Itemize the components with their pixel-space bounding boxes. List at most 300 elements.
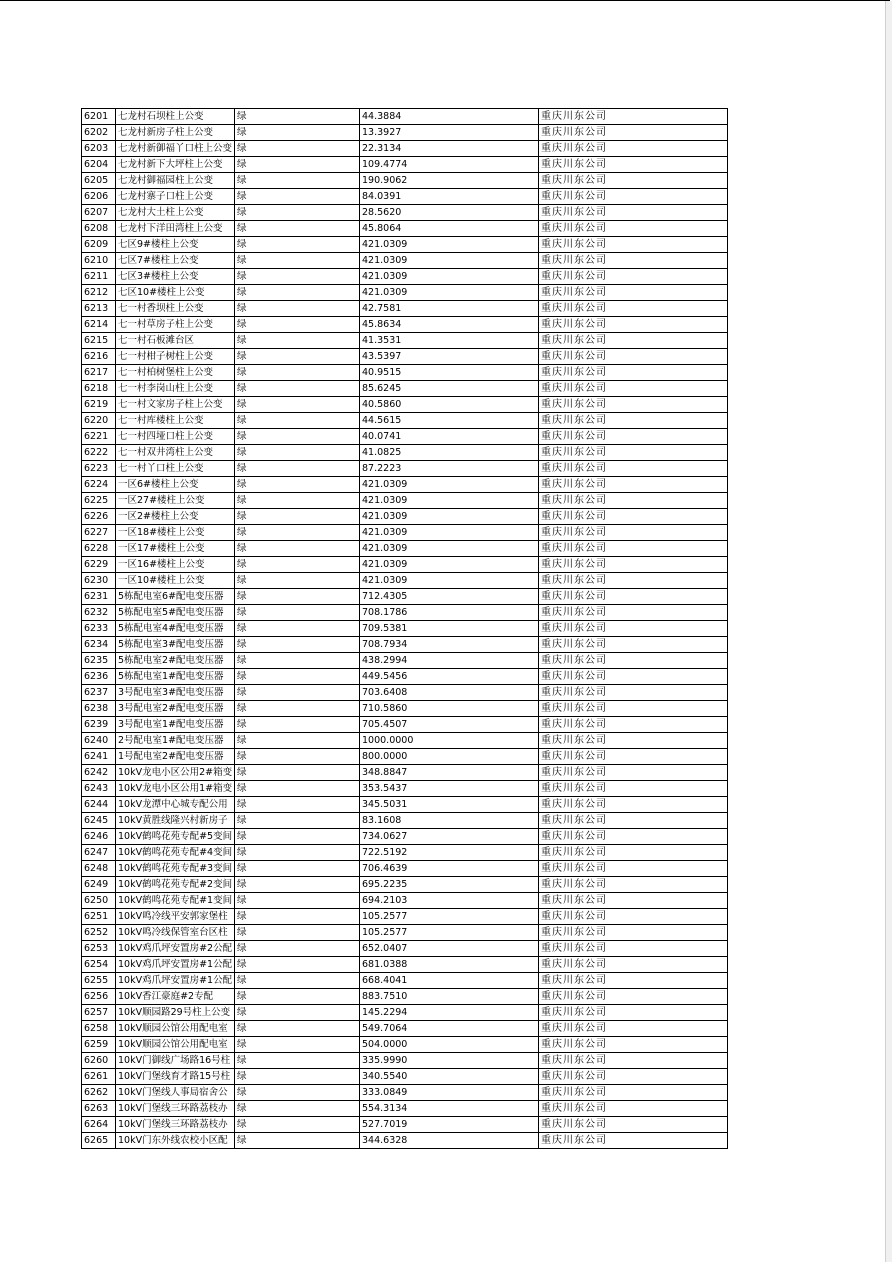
row-name-cell: 10kV顺园公馆公用配电室 bbox=[116, 1037, 235, 1053]
row-status-cell: 绿 bbox=[235, 349, 360, 365]
row-id-cell: 6240 bbox=[82, 733, 116, 749]
table-row bbox=[82, 253, 728, 269]
row-name-cell: 10kV鸡爪坪安置房#1公配 bbox=[116, 973, 235, 989]
table-row bbox=[82, 845, 728, 861]
row-company-cell: 重庆川东公司 bbox=[539, 253, 728, 269]
row-status-cell: 绿 bbox=[235, 413, 360, 429]
row-value-cell: 421.0309 bbox=[360, 557, 539, 573]
row-status-cell: 绿 bbox=[235, 589, 360, 605]
table-row bbox=[82, 493, 728, 509]
table-row bbox=[82, 781, 728, 797]
table-row bbox=[82, 1117, 728, 1133]
row-value-cell: 345.5031 bbox=[360, 797, 539, 813]
row-company-cell: 重庆川东公司 bbox=[539, 157, 728, 173]
row-value-cell: 421.0309 bbox=[360, 573, 539, 589]
row-value-cell: 84.0391 bbox=[360, 189, 539, 205]
table-row bbox=[82, 381, 728, 397]
row-id-cell: 6262 bbox=[82, 1085, 116, 1101]
page-top-border bbox=[0, 0, 890, 1]
row-value-cell: 504.0000 bbox=[360, 1037, 539, 1053]
table-row bbox=[82, 765, 728, 781]
row-value-cell: 695.2235 bbox=[360, 877, 539, 893]
row-name-cell: 七龙村御福园柱上公变 bbox=[116, 173, 235, 189]
row-status-cell: 绿 bbox=[235, 461, 360, 477]
table-row bbox=[82, 909, 728, 925]
row-value-cell: 708.7934 bbox=[360, 637, 539, 653]
row-value-cell: 145.2294 bbox=[360, 1005, 539, 1021]
row-value-cell: 703.6408 bbox=[360, 685, 539, 701]
row-company-cell: 重庆川东公司 bbox=[539, 381, 728, 397]
row-company-cell: 重庆川东公司 bbox=[539, 749, 728, 765]
row-status-cell: 绿 bbox=[235, 701, 360, 717]
row-name-cell: 七一村丫口柱上公变 bbox=[116, 461, 235, 477]
row-status-cell: 绿 bbox=[235, 781, 360, 797]
row-status-cell: 绿 bbox=[235, 909, 360, 925]
row-status-cell: 绿 bbox=[235, 1133, 360, 1149]
row-id-cell: 6237 bbox=[82, 685, 116, 701]
row-id-cell: 6223 bbox=[82, 461, 116, 477]
row-status-cell: 绿 bbox=[235, 285, 360, 301]
row-status-cell: 绿 bbox=[235, 573, 360, 589]
row-status-cell: 绿 bbox=[235, 317, 360, 333]
row-status-cell: 绿 bbox=[235, 381, 360, 397]
row-name-cell: 5栋配电室4#配电变压器 bbox=[116, 621, 235, 637]
row-company-cell: 重庆川东公司 bbox=[539, 829, 728, 845]
row-name-cell: 一区6#楼柱上公变 bbox=[116, 477, 235, 493]
row-name-cell: 5栋配电室5#配电变压器 bbox=[116, 605, 235, 621]
row-company-cell: 重庆川东公司 bbox=[539, 589, 728, 605]
row-name-cell: 七一村石板滩台区 bbox=[116, 333, 235, 349]
row-name-cell: 3号配电室1#配电变压器 bbox=[116, 717, 235, 733]
row-id-cell: 6205 bbox=[82, 173, 116, 189]
table-row bbox=[82, 445, 728, 461]
row-status-cell: 绿 bbox=[235, 237, 360, 253]
row-company-cell: 重庆川东公司 bbox=[539, 1005, 728, 1021]
row-value-cell: 712.4305 bbox=[360, 589, 539, 605]
row-value-cell: 83.1608 bbox=[360, 813, 539, 829]
row-name-cell: 七龙村新御福丫口柱上公变 bbox=[116, 141, 235, 157]
row-name-cell: 10kV鹤鸣花苑专配#5变间 bbox=[116, 829, 235, 845]
row-status-cell: 绿 bbox=[235, 621, 360, 637]
row-company-cell: 重庆川东公司 bbox=[539, 1101, 728, 1117]
row-value-cell: 800.0000 bbox=[360, 749, 539, 765]
row-status-cell: 绿 bbox=[235, 605, 360, 621]
row-value-cell: 694.2103 bbox=[360, 893, 539, 909]
row-value-cell: 45.8634 bbox=[360, 317, 539, 333]
row-id-cell: 6225 bbox=[82, 493, 116, 509]
row-id-cell: 6227 bbox=[82, 525, 116, 541]
row-value-cell: 340.5540 bbox=[360, 1069, 539, 1085]
row-status-cell: 绿 bbox=[235, 493, 360, 509]
row-status-cell: 绿 bbox=[235, 1101, 360, 1117]
table-row bbox=[82, 509, 728, 525]
row-name-cell: 七区10#楼柱上公变 bbox=[116, 285, 235, 301]
row-company-cell: 重庆川东公司 bbox=[539, 429, 728, 445]
row-value-cell: 22.3134 bbox=[360, 141, 539, 157]
row-value-cell: 710.5860 bbox=[360, 701, 539, 717]
row-name-cell: 10kV门御线广场路16号柱 bbox=[116, 1053, 235, 1069]
row-name-cell: 七区3#楼柱上公变 bbox=[116, 269, 235, 285]
row-id-cell: 6220 bbox=[82, 413, 116, 429]
table-row bbox=[82, 1133, 728, 1149]
row-company-cell: 重庆川东公司 bbox=[539, 365, 728, 381]
row-value-cell: 40.9515 bbox=[360, 365, 539, 381]
table-row bbox=[82, 125, 728, 141]
table-row bbox=[82, 941, 728, 957]
row-name-cell: 10kV香江豪庭#2专配 bbox=[116, 989, 235, 1005]
row-value-cell: 105.2577 bbox=[360, 909, 539, 925]
table-row bbox=[82, 333, 728, 349]
row-name-cell: 七一村文家房子柱上公变 bbox=[116, 397, 235, 413]
row-id-cell: 6232 bbox=[82, 605, 116, 621]
row-value-cell: 13.3927 bbox=[360, 125, 539, 141]
row-id-cell: 6265 bbox=[82, 1133, 116, 1149]
table-row bbox=[82, 141, 728, 157]
row-id-cell: 6234 bbox=[82, 637, 116, 653]
table-row bbox=[82, 413, 728, 429]
row-value-cell: 722.5192 bbox=[360, 845, 539, 861]
row-status-cell: 绿 bbox=[235, 669, 360, 685]
row-name-cell: 七一村草房子柱上公变 bbox=[116, 317, 235, 333]
row-value-cell: 421.0309 bbox=[360, 541, 539, 557]
row-company-cell: 重庆川东公司 bbox=[539, 925, 728, 941]
row-name-cell: 七一村柏树堡柱上公变 bbox=[116, 365, 235, 381]
row-company-cell: 重庆川东公司 bbox=[539, 1133, 728, 1149]
row-value-cell: 344.6328 bbox=[360, 1133, 539, 1149]
row-company-cell: 重庆川东公司 bbox=[539, 477, 728, 493]
row-id-cell: 6252 bbox=[82, 925, 116, 941]
row-id-cell: 6254 bbox=[82, 957, 116, 973]
row-id-cell: 6218 bbox=[82, 381, 116, 397]
row-name-cell: 七龙村新房子柱上公变 bbox=[116, 125, 235, 141]
row-value-cell: 105.2577 bbox=[360, 925, 539, 941]
row-id-cell: 6208 bbox=[82, 221, 116, 237]
row-value-cell: 353.5437 bbox=[360, 781, 539, 797]
row-value-cell: 348.8847 bbox=[360, 765, 539, 781]
table-row bbox=[82, 957, 728, 973]
row-value-cell: 709.5381 bbox=[360, 621, 539, 637]
row-name-cell: 10kV鹤鸣花苑专配#1变间 bbox=[116, 893, 235, 909]
row-company-cell: 重庆川东公司 bbox=[539, 605, 728, 621]
row-status-cell: 绿 bbox=[235, 141, 360, 157]
row-company-cell: 重庆川东公司 bbox=[539, 1085, 728, 1101]
row-value-cell: 42.7581 bbox=[360, 301, 539, 317]
row-id-cell: 6253 bbox=[82, 941, 116, 957]
row-value-cell: 45.8064 bbox=[360, 221, 539, 237]
table-row bbox=[82, 365, 728, 381]
row-id-cell: 6207 bbox=[82, 205, 116, 221]
row-company-cell: 重庆川东公司 bbox=[539, 205, 728, 221]
row-name-cell: 七龙村新下大坪柱上公变 bbox=[116, 157, 235, 173]
row-company-cell: 重庆川东公司 bbox=[539, 221, 728, 237]
row-company-cell: 重庆川东公司 bbox=[539, 861, 728, 877]
row-name-cell: 10kV鸡爪坪安置房#1公配 bbox=[116, 957, 235, 973]
row-company-cell: 重庆川东公司 bbox=[539, 189, 728, 205]
row-name-cell: 1号配电室2#配电变压器 bbox=[116, 749, 235, 765]
table-row bbox=[82, 349, 728, 365]
row-value-cell: 681.0388 bbox=[360, 957, 539, 973]
table-row bbox=[82, 221, 728, 237]
row-id-cell: 6250 bbox=[82, 893, 116, 909]
row-id-cell: 6239 bbox=[82, 717, 116, 733]
row-status-cell: 绿 bbox=[235, 957, 360, 973]
row-status-cell: 绿 bbox=[235, 733, 360, 749]
row-id-cell: 6255 bbox=[82, 973, 116, 989]
row-name-cell: 10kV龙潭中心城专配公用 bbox=[116, 797, 235, 813]
row-company-cell: 重庆川东公司 bbox=[539, 237, 728, 253]
row-status-cell: 绿 bbox=[235, 973, 360, 989]
row-id-cell: 6214 bbox=[82, 317, 116, 333]
row-company-cell: 重庆川东公司 bbox=[539, 989, 728, 1005]
row-status-cell: 绿 bbox=[235, 429, 360, 445]
table-row bbox=[82, 621, 728, 637]
row-id-cell: 6247 bbox=[82, 845, 116, 861]
row-id-cell: 6263 bbox=[82, 1101, 116, 1117]
table-row bbox=[82, 157, 728, 173]
table-row bbox=[82, 1069, 728, 1085]
table-row bbox=[82, 733, 728, 749]
table-row bbox=[82, 1053, 728, 1069]
row-name-cell: 10kV黄胜线隆兴村新房子 bbox=[116, 813, 235, 829]
row-id-cell: 6230 bbox=[82, 573, 116, 589]
row-name-cell: 10kV门堡线人事局宿舍公 bbox=[116, 1085, 235, 1101]
row-value-cell: 421.0309 bbox=[360, 269, 539, 285]
row-company-cell: 重庆川东公司 bbox=[539, 685, 728, 701]
row-name-cell: 10kV门堡线三环路荔枝办 bbox=[116, 1101, 235, 1117]
row-status-cell: 绿 bbox=[235, 813, 360, 829]
row-company-cell: 重庆川东公司 bbox=[539, 893, 728, 909]
right-scroll-strip bbox=[885, 1, 892, 1262]
row-id-cell: 6259 bbox=[82, 1037, 116, 1053]
row-company-cell: 重庆川东公司 bbox=[539, 1037, 728, 1053]
row-company-cell: 重庆川东公司 bbox=[539, 877, 728, 893]
row-value-cell: 705.4507 bbox=[360, 717, 539, 733]
row-company-cell: 重庆川东公司 bbox=[539, 941, 728, 957]
row-company-cell: 重庆川东公司 bbox=[539, 717, 728, 733]
row-status-cell: 绿 bbox=[235, 653, 360, 669]
table-row bbox=[82, 461, 728, 477]
row-id-cell: 6231 bbox=[82, 589, 116, 605]
row-company-cell: 重庆川东公司 bbox=[539, 973, 728, 989]
row-status-cell: 绿 bbox=[235, 109, 360, 125]
row-value-cell: 421.0309 bbox=[360, 253, 539, 269]
table-row bbox=[82, 797, 728, 813]
row-value-cell: 40.5860 bbox=[360, 397, 539, 413]
row-status-cell: 绿 bbox=[235, 1037, 360, 1053]
row-id-cell: 6241 bbox=[82, 749, 116, 765]
row-status-cell: 绿 bbox=[235, 301, 360, 317]
row-value-cell: 652.0407 bbox=[360, 941, 539, 957]
row-name-cell: 10kV鸣冷线平安郭家堡柱 bbox=[116, 909, 235, 925]
row-status-cell: 绿 bbox=[235, 1117, 360, 1133]
row-value-cell: 1000.0000 bbox=[360, 733, 539, 749]
row-name-cell: 七龙村大土柱上公变 bbox=[116, 205, 235, 221]
row-value-cell: 449.5456 bbox=[360, 669, 539, 685]
row-id-cell: 6235 bbox=[82, 653, 116, 669]
row-status-cell: 绿 bbox=[235, 1005, 360, 1021]
row-company-cell: 重庆川东公司 bbox=[539, 573, 728, 589]
row-name-cell: 七一村双井湾柱上公变 bbox=[116, 445, 235, 461]
row-value-cell: 421.0309 bbox=[360, 477, 539, 493]
row-id-cell: 6216 bbox=[82, 349, 116, 365]
row-name-cell: 七龙村下洋田湾柱上公变 bbox=[116, 221, 235, 237]
row-company-cell: 重庆川东公司 bbox=[539, 1021, 728, 1037]
table-row bbox=[82, 861, 728, 877]
row-value-cell: 706.4639 bbox=[360, 861, 539, 877]
row-company-cell: 重庆川东公司 bbox=[539, 317, 728, 333]
row-id-cell: 6228 bbox=[82, 541, 116, 557]
row-name-cell: 一区16#楼柱上公变 bbox=[116, 557, 235, 573]
row-id-cell: 6243 bbox=[82, 781, 116, 797]
row-id-cell: 6211 bbox=[82, 269, 116, 285]
row-name-cell: 七一村李岗山柱上公变 bbox=[116, 381, 235, 397]
row-value-cell: 85.6245 bbox=[360, 381, 539, 397]
table-row bbox=[82, 973, 728, 989]
row-company-cell: 重庆川东公司 bbox=[539, 957, 728, 973]
table-row bbox=[82, 317, 728, 333]
row-value-cell: 109.4774 bbox=[360, 157, 539, 173]
row-company-cell: 重庆川东公司 bbox=[539, 701, 728, 717]
row-status-cell: 绿 bbox=[235, 845, 360, 861]
table-row bbox=[82, 429, 728, 445]
row-value-cell: 554.3134 bbox=[360, 1101, 539, 1117]
table-row bbox=[82, 397, 728, 413]
row-value-cell: 44.5615 bbox=[360, 413, 539, 429]
table-row bbox=[82, 669, 728, 685]
row-name-cell: 10kV鹤鸣花苑专配#4变间 bbox=[116, 845, 235, 861]
row-name-cell: 10kV顺园路29号柱上公变 bbox=[116, 1005, 235, 1021]
row-id-cell: 6206 bbox=[82, 189, 116, 205]
row-company-cell: 重庆川东公司 bbox=[539, 269, 728, 285]
row-status-cell: 绿 bbox=[235, 765, 360, 781]
row-name-cell: 10kV龙电小区公用1#箱变 bbox=[116, 781, 235, 797]
table-row bbox=[82, 541, 728, 557]
row-company-cell: 重庆川东公司 bbox=[539, 509, 728, 525]
row-value-cell: 190.9062 bbox=[360, 173, 539, 189]
row-status-cell: 绿 bbox=[235, 717, 360, 733]
row-name-cell: 七龙村寨子口柱上公变 bbox=[116, 189, 235, 205]
row-company-cell: 重庆川东公司 bbox=[539, 461, 728, 477]
row-status-cell: 绿 bbox=[235, 637, 360, 653]
row-id-cell: 6261 bbox=[82, 1069, 116, 1085]
row-name-cell: 3号配电室2#配电变压器 bbox=[116, 701, 235, 717]
row-company-cell: 重庆川东公司 bbox=[539, 653, 728, 669]
table-row bbox=[82, 525, 728, 541]
row-status-cell: 绿 bbox=[235, 749, 360, 765]
row-name-cell: 10kV鹤鸣花苑专配#2变间 bbox=[116, 877, 235, 893]
row-company-cell: 重庆川东公司 bbox=[539, 781, 728, 797]
table-row bbox=[82, 925, 728, 941]
table-row bbox=[82, 1021, 728, 1037]
row-status-cell: 绿 bbox=[235, 477, 360, 493]
row-status-cell: 绿 bbox=[235, 157, 360, 173]
table-row bbox=[82, 1037, 728, 1053]
row-name-cell: 2号配电室1#配电变压器 bbox=[116, 733, 235, 749]
row-id-cell: 6248 bbox=[82, 861, 116, 877]
row-id-cell: 6219 bbox=[82, 397, 116, 413]
row-id-cell: 6251 bbox=[82, 909, 116, 925]
row-name-cell: 5栋配电室3#配电变压器 bbox=[116, 637, 235, 653]
row-id-cell: 6244 bbox=[82, 797, 116, 813]
row-company-cell: 重庆川东公司 bbox=[539, 557, 728, 573]
row-name-cell: 七一村柑子树柱上公变 bbox=[116, 349, 235, 365]
row-status-cell: 绿 bbox=[235, 893, 360, 909]
row-value-cell: 527.7019 bbox=[360, 1117, 539, 1133]
row-status-cell: 绿 bbox=[235, 125, 360, 141]
row-status-cell: 绿 bbox=[235, 1085, 360, 1101]
row-name-cell: 10kV鹤鸣花苑专配#3变间 bbox=[116, 861, 235, 877]
table-row bbox=[82, 749, 728, 765]
row-status-cell: 绿 bbox=[235, 1053, 360, 1069]
row-company-cell: 重庆川东公司 bbox=[539, 141, 728, 157]
row-id-cell: 6204 bbox=[82, 157, 116, 173]
row-id-cell: 6242 bbox=[82, 765, 116, 781]
row-name-cell: 10kV龙电小区公用2#箱变 bbox=[116, 765, 235, 781]
row-company-cell: 重庆川东公司 bbox=[539, 733, 728, 749]
row-name-cell: 七区7#楼柱上公变 bbox=[116, 253, 235, 269]
row-name-cell: 七龙村石坝柱上公变 bbox=[116, 109, 235, 125]
row-status-cell: 绿 bbox=[235, 557, 360, 573]
row-status-cell: 绿 bbox=[235, 941, 360, 957]
row-id-cell: 6224 bbox=[82, 477, 116, 493]
row-name-cell: 一区10#楼柱上公变 bbox=[116, 573, 235, 589]
row-value-cell: 335.9990 bbox=[360, 1053, 539, 1069]
table-row bbox=[82, 285, 728, 301]
table-row bbox=[82, 893, 728, 909]
row-status-cell: 绿 bbox=[235, 365, 360, 381]
table-body bbox=[82, 109, 728, 1149]
row-status-cell: 绿 bbox=[235, 829, 360, 845]
row-status-cell: 绿 bbox=[235, 685, 360, 701]
table-row bbox=[82, 813, 728, 829]
row-company-cell: 重庆川东公司 bbox=[539, 1117, 728, 1133]
row-id-cell: 6226 bbox=[82, 509, 116, 525]
row-status-cell: 绿 bbox=[235, 333, 360, 349]
table-row bbox=[82, 605, 728, 621]
row-status-cell: 绿 bbox=[235, 797, 360, 813]
row-company-cell: 重庆川东公司 bbox=[539, 637, 728, 653]
table-row bbox=[82, 1101, 728, 1117]
table-row bbox=[82, 589, 728, 605]
row-value-cell: 333.0849 bbox=[360, 1085, 539, 1101]
row-id-cell: 6217 bbox=[82, 365, 116, 381]
row-company-cell: 重庆川东公司 bbox=[539, 1053, 728, 1069]
table-row bbox=[82, 173, 728, 189]
row-id-cell: 6229 bbox=[82, 557, 116, 573]
row-value-cell: 41.3531 bbox=[360, 333, 539, 349]
row-name-cell: 七一村库楼柱上公变 bbox=[116, 413, 235, 429]
row-id-cell: 6212 bbox=[82, 285, 116, 301]
row-company-cell: 重庆川东公司 bbox=[539, 301, 728, 317]
table-row bbox=[82, 829, 728, 845]
row-company-cell: 重庆川东公司 bbox=[539, 525, 728, 541]
row-company-cell: 重庆川东公司 bbox=[539, 173, 728, 189]
row-name-cell: 5栋配电室1#配电变压器 bbox=[116, 669, 235, 685]
row-value-cell: 43.5397 bbox=[360, 349, 539, 365]
table-row bbox=[82, 205, 728, 221]
table-row bbox=[82, 557, 728, 573]
row-name-cell: 七一村四垭口柱上公变 bbox=[116, 429, 235, 445]
row-company-cell: 重庆川东公司 bbox=[539, 109, 728, 125]
row-value-cell: 438.2994 bbox=[360, 653, 539, 669]
row-status-cell: 绿 bbox=[235, 877, 360, 893]
row-company-cell: 重庆川东公司 bbox=[539, 493, 728, 509]
row-value-cell: 421.0309 bbox=[360, 509, 539, 525]
table-row bbox=[82, 685, 728, 701]
row-id-cell: 6238 bbox=[82, 701, 116, 717]
row-value-cell: 421.0309 bbox=[360, 237, 539, 253]
row-id-cell: 6233 bbox=[82, 621, 116, 637]
